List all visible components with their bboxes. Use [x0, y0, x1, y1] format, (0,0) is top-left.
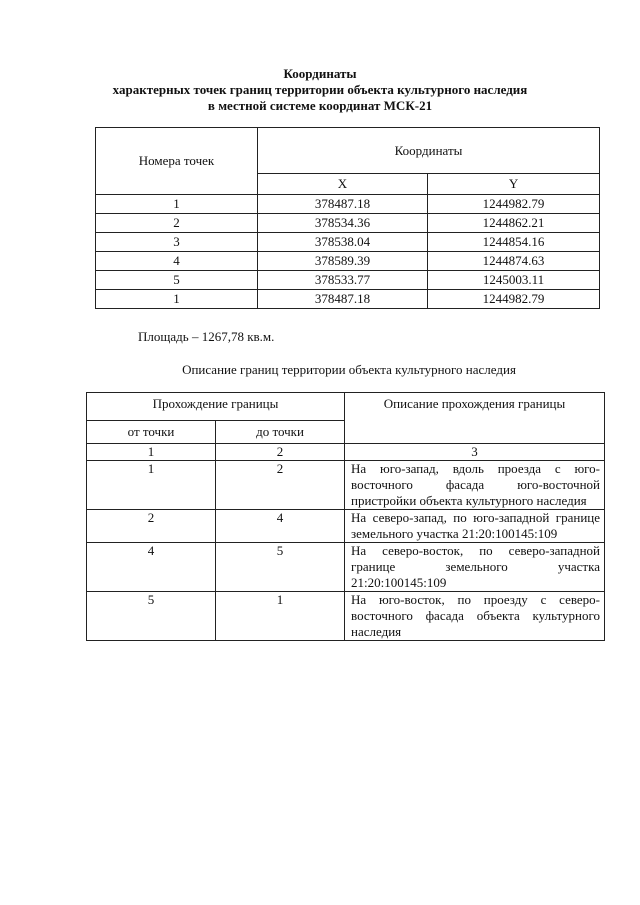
column-number: 1	[87, 444, 216, 461]
table-row	[96, 233, 600, 252]
y-value: 1244862.21	[428, 214, 600, 233]
to-point: 1	[216, 592, 345, 641]
table-row	[96, 290, 600, 309]
column-number-row	[87, 444, 605, 461]
from-point: 1	[87, 461, 216, 510]
x-value: 378533.77	[258, 271, 428, 290]
table-row	[96, 271, 600, 290]
x-value: 378487.18	[258, 290, 428, 309]
boundary-description: На юго-запад, вдоль проезда с юго-восточного фасада юго-восточной пристройки объекта культурного наследия	[345, 461, 605, 510]
table-row	[87, 543, 605, 592]
y-value: 1244874.63	[428, 252, 600, 271]
col-header-x: X	[258, 174, 428, 195]
to-point: 4	[216, 510, 345, 543]
y-value: 1244982.79	[428, 290, 600, 309]
to-point: 5	[216, 543, 345, 592]
y-value: 1244854.16	[428, 233, 600, 252]
col-header-coordinates: Координаты	[258, 128, 600, 174]
point-number: 4	[96, 252, 258, 271]
column-number: 2	[216, 444, 345, 461]
x-value: 378589.39	[258, 252, 428, 271]
document-heading	[0, 66, 640, 114]
to-point: 2	[216, 461, 345, 510]
table-row	[96, 214, 600, 233]
point-number: 2	[96, 214, 258, 233]
col-header-passage: Прохождение границы	[87, 393, 345, 421]
col-header-to: до точки	[216, 421, 345, 444]
table-row	[96, 195, 600, 214]
x-value: 378534.36	[258, 214, 428, 233]
point-number: 1	[96, 290, 258, 309]
col-header-description: Описание прохождения границы	[345, 393, 605, 444]
coordinates-table	[95, 127, 600, 309]
col-header-from: от точки	[87, 421, 216, 444]
from-point: 5	[87, 592, 216, 641]
boundary-description: На северо-запад, по юго-западной границе земельного участка 21:20:100145:109	[345, 510, 605, 543]
from-point: 2	[87, 510, 216, 543]
y-value: 1244982.79	[428, 195, 600, 214]
boundary-description: На юго-восток, по проезду с северо-восточного фасада объекта культурного наследия	[345, 592, 605, 641]
y-value: 1245003.11	[428, 271, 600, 290]
point-number: 1	[96, 195, 258, 214]
point-number: 3	[96, 233, 258, 252]
table-row	[87, 510, 605, 543]
point-number: 5	[96, 271, 258, 290]
table-row	[96, 252, 600, 271]
heading-line-1: Координаты	[283, 66, 357, 81]
description-title: Описание границ территории объекта культурного наследия	[182, 362, 516, 377]
table-row	[87, 461, 605, 510]
area-text: Площадь – 1267,78 кв.м.	[138, 329, 275, 344]
boundary-description-table	[86, 392, 605, 641]
boundary-description: На северо-восток, по северо-западной границе земельного участка 21:20:100145:109	[345, 543, 605, 592]
heading-line-3: в местной системе координат МСК-21	[207, 98, 433, 113]
col-header-y: Y	[428, 174, 600, 195]
column-number: 3	[345, 444, 605, 461]
col-header-points: Номера точек	[96, 128, 258, 195]
table-row	[87, 592, 605, 641]
heading-line-2: характерных точек границ территории объекта культурного наследия	[112, 82, 528, 97]
x-value: 378538.04	[258, 233, 428, 252]
from-point: 4	[87, 543, 216, 592]
x-value: 378487.18	[258, 195, 428, 214]
